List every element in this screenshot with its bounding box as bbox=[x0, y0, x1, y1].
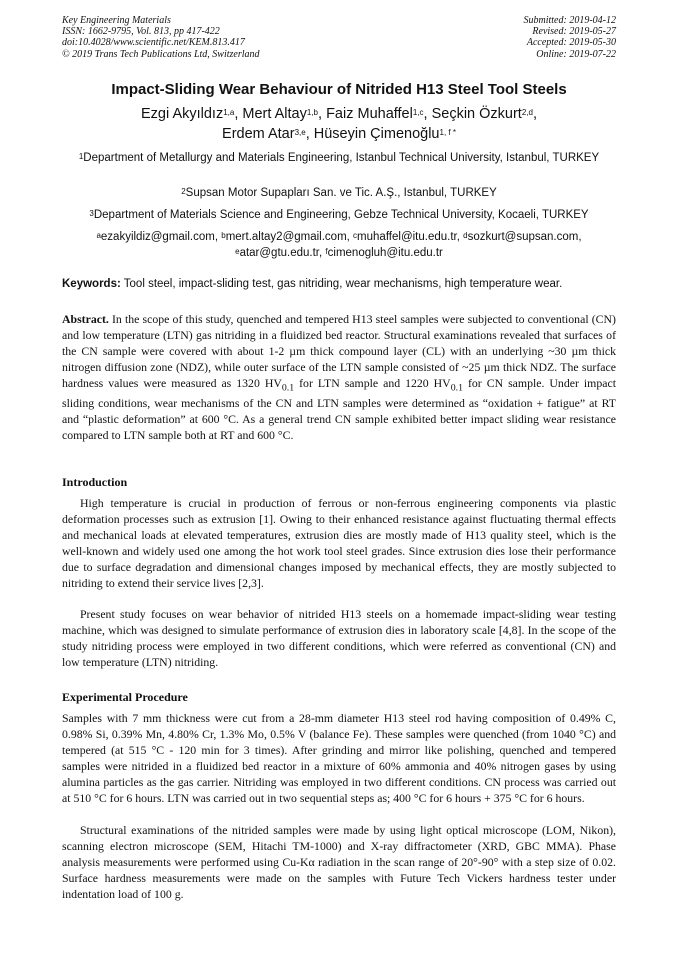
journal-name: Key Engineering Materials bbox=[62, 15, 171, 26]
email-sup: d bbox=[463, 231, 468, 240]
author-name: Seçkin Özkurt bbox=[431, 106, 522, 122]
email-sup: f bbox=[325, 247, 328, 256]
date-online: Online: 2019-07-22 bbox=[536, 48, 616, 60]
email-sup: c bbox=[353, 231, 358, 240]
email-link[interactable]: atar@gtu.edu.tr, bbox=[239, 247, 326, 259]
affiliation-1 bbox=[62, 150, 616, 166]
email-sup: b bbox=[221, 231, 226, 240]
date-revised: Revised: 2019-05-27 bbox=[532, 26, 616, 38]
introduction-heading: Introduction bbox=[62, 475, 128, 489]
author-name: Ezgi Akyıldız bbox=[141, 106, 224, 122]
affiliation-2 bbox=[62, 185, 616, 201]
email-link[interactable]: cimenogluh@itu.edu.tr bbox=[327, 247, 443, 259]
abstract bbox=[62, 312, 616, 444]
date-submitted: Submitted: 2019-04-12 bbox=[523, 15, 616, 26]
author-name: Mert Altay bbox=[242, 106, 307, 122]
submission-dates bbox=[524, 15, 617, 60]
date-accepted: Accepted: 2019-05-30 bbox=[526, 37, 616, 49]
journal-copyright: © 2019 Trans Tech Publications Ltd, Switzerland bbox=[62, 48, 260, 60]
experimental-paragraph: Samples with 7 mm thickness were cut from a 28-mm diameter H13 steel rod having composition of 0.49% C, 0.98% Si, 0.39% Mn, 4.80% Cr, 1.3% Mo, 0.5% V (balance Fe). These samples were quenched (from 1040 °C) and tempered (at 515 °C - 120 min for 3 times). After grinding and mirror like polishing, quenched and tempered samples were nitrided in a fluidized bed reactor in a mixture of 60% ammonia and 40% nitrogen gases by using alumina particles as the gas carrier. Nitriding was employed in two different conditions. CN process was carried out at 510 °C for 6 hours. LTN was carried out in two sequential steps as; 400 °C for 6 hours + 375 °C for 6 hours. bbox=[62, 711, 616, 805]
experimental-heading: Experimental Procedure bbox=[62, 690, 188, 704]
affiliation-text: Department of Metallurgy and Materials Engineering, Istanbul Technical University, Istanbul, TURKEY bbox=[83, 152, 600, 164]
journal-doi: doi:10.4028/www.scientific.net/KEM.813.417 bbox=[62, 37, 245, 49]
affiliation-sup: 2 bbox=[181, 187, 186, 196]
author-name: Faiz Muhaffel bbox=[326, 106, 413, 122]
author-list: Ezgi Akyıldız$^{1,a}$, Mert Altay$^{1,b}$, Faiz Muhaffel$^{1,c}$, Seçkin Özkurt$^{2,d}$, Erdem Atar$^{3,e}$, Hüseyin Çimenoğlu$^{1, f *}$ bbox=[141, 106, 537, 142]
email-sup: a bbox=[96, 231, 101, 240]
author-sup: 1,c bbox=[412, 108, 424, 117]
abstract-sub: 0.1 bbox=[450, 381, 463, 393]
email-link[interactable]: muhaffel@itu.edu.tr, bbox=[357, 231, 464, 243]
author-name: Hüseyin Çimenoğlu bbox=[313, 126, 440, 142]
author-sup: 3,e bbox=[294, 128, 306, 137]
email-link[interactable]: sozkurt@supsan.com, bbox=[467, 231, 582, 243]
abstract-sub: 0.1 bbox=[281, 381, 295, 393]
abstract-text: In the scope of this study, quenched and tempered H13 steel samples were subjected to conventional (CN) and low temperature (LTN) gas nitriding in a fluidized bed reactor. Structural examinations revealed that surfaces of the CN sample were covered with about 1-2 µm thick compound layer (CL) with an underlying ~30 µm thick nitrogen diffusion zone (NDZ), while outer surface of the LTN sample consisted of ~25 µm thick NDZ. The surface hardness values were measured as 1320 HV bbox=[62, 312, 616, 390]
email-sup: e bbox=[235, 247, 240, 256]
author-sup: 1,b bbox=[306, 108, 318, 117]
keywords bbox=[62, 276, 616, 292]
experimental-paragraph: Structural examinations of the nitrided samples were made by using light optical microscope (LOM, Nikon), scanning electron microscope (SEM, Hitachi TM-1000) and X-ray diffractometer (XRD, GBC MMA). Phase analysis measurements were performed using Cu-Kα radiation in the scan range of 20°-90° with a step size of 0.02. Surface hardness measurements were made on the samples with Future Tech Vickers hardness tester under indentation load of 100 g. bbox=[62, 823, 616, 901]
abstract-text: for CN sample. Under impact sliding conditions, wear mechanisms of the CN and LTN samples were determined as “oxidation + fatigue” at RT and “plastic deformation” at 600 °C. As a general trend CN sample exhibited better impact sliding wear resistance compared to LTN sample both at RT and 600 °C. bbox=[62, 375, 616, 442]
introduction-paragraph: High temperature is crucial in production of ferrous or non-ferrous engineering components via plastic deformation processes such as extrusion [1]. Owing to their enhanced resistance against fluctuating thermal effects and mechanical loads at elevated temperatures, extrusion dies are mostly made of H13 quality steel, which is the well-known and widely used one among the hot work tool steel grades. Since extrusion dies lose their performance due to surface degradation and dimensional changes imposed by mechanical effects, they are mostly subjected to nitriding to extend their service lives [2,3]. bbox=[62, 496, 616, 590]
paper-title: Impact-Sliding Wear Behaviour of Nitrided H13 Steel Tool Steels bbox=[111, 81, 567, 98]
introduction-paragraph: Present study focuses on wear behavior of nitrided H13 steels on a homemade impact-sliding wear testing machine, which was designed to simulate performance of extrusion dies in laboratory scale [4,8]. In the scope of the study nitriding process were employed in two different conditions, which were referred as conventional (CN) and low temperature (LTN) nitriding. bbox=[62, 607, 616, 669]
email-link[interactable]: ezakyildiz@gmail.com, bbox=[100, 231, 222, 243]
author-emails bbox=[62, 229, 616, 261]
author-sup: 1, f * bbox=[439, 128, 456, 137]
journal-issn: ISSN: 1662-9795, Vol. 813, pp 417-422 bbox=[62, 26, 220, 38]
journal-info bbox=[62, 15, 260, 60]
affiliation-sup: 3 bbox=[89, 209, 94, 218]
abstract-label: Abstract. bbox=[62, 312, 109, 326]
author-sup: 2,d bbox=[521, 108, 533, 117]
affiliation-3 bbox=[62, 207, 616, 223]
keywords-label: Keywords: bbox=[62, 278, 121, 290]
email-link[interactable]: mert.altay2@gmail.com, bbox=[225, 231, 354, 243]
author-name: Erdem Atar bbox=[222, 126, 295, 142]
affiliation-sup: 1 bbox=[78, 152, 84, 161]
keywords-text: Tool steel, impact-sliding test, gas nitriding, wear mechanisms, high temperature wear. bbox=[120, 278, 563, 290]
affiliation-text: Supsan Motor Supapları San. ve Tic. A.Ş., Istanbul, TURKEY bbox=[185, 187, 497, 199]
abstract-text: for LTN sample and 1220 HV bbox=[294, 375, 451, 390]
author-sup: 1,a bbox=[223, 108, 235, 117]
affiliation-text: Department of Materials Science and Engineering, Gebze Technical University, Kocaeli, TURKEY bbox=[93, 209, 589, 221]
